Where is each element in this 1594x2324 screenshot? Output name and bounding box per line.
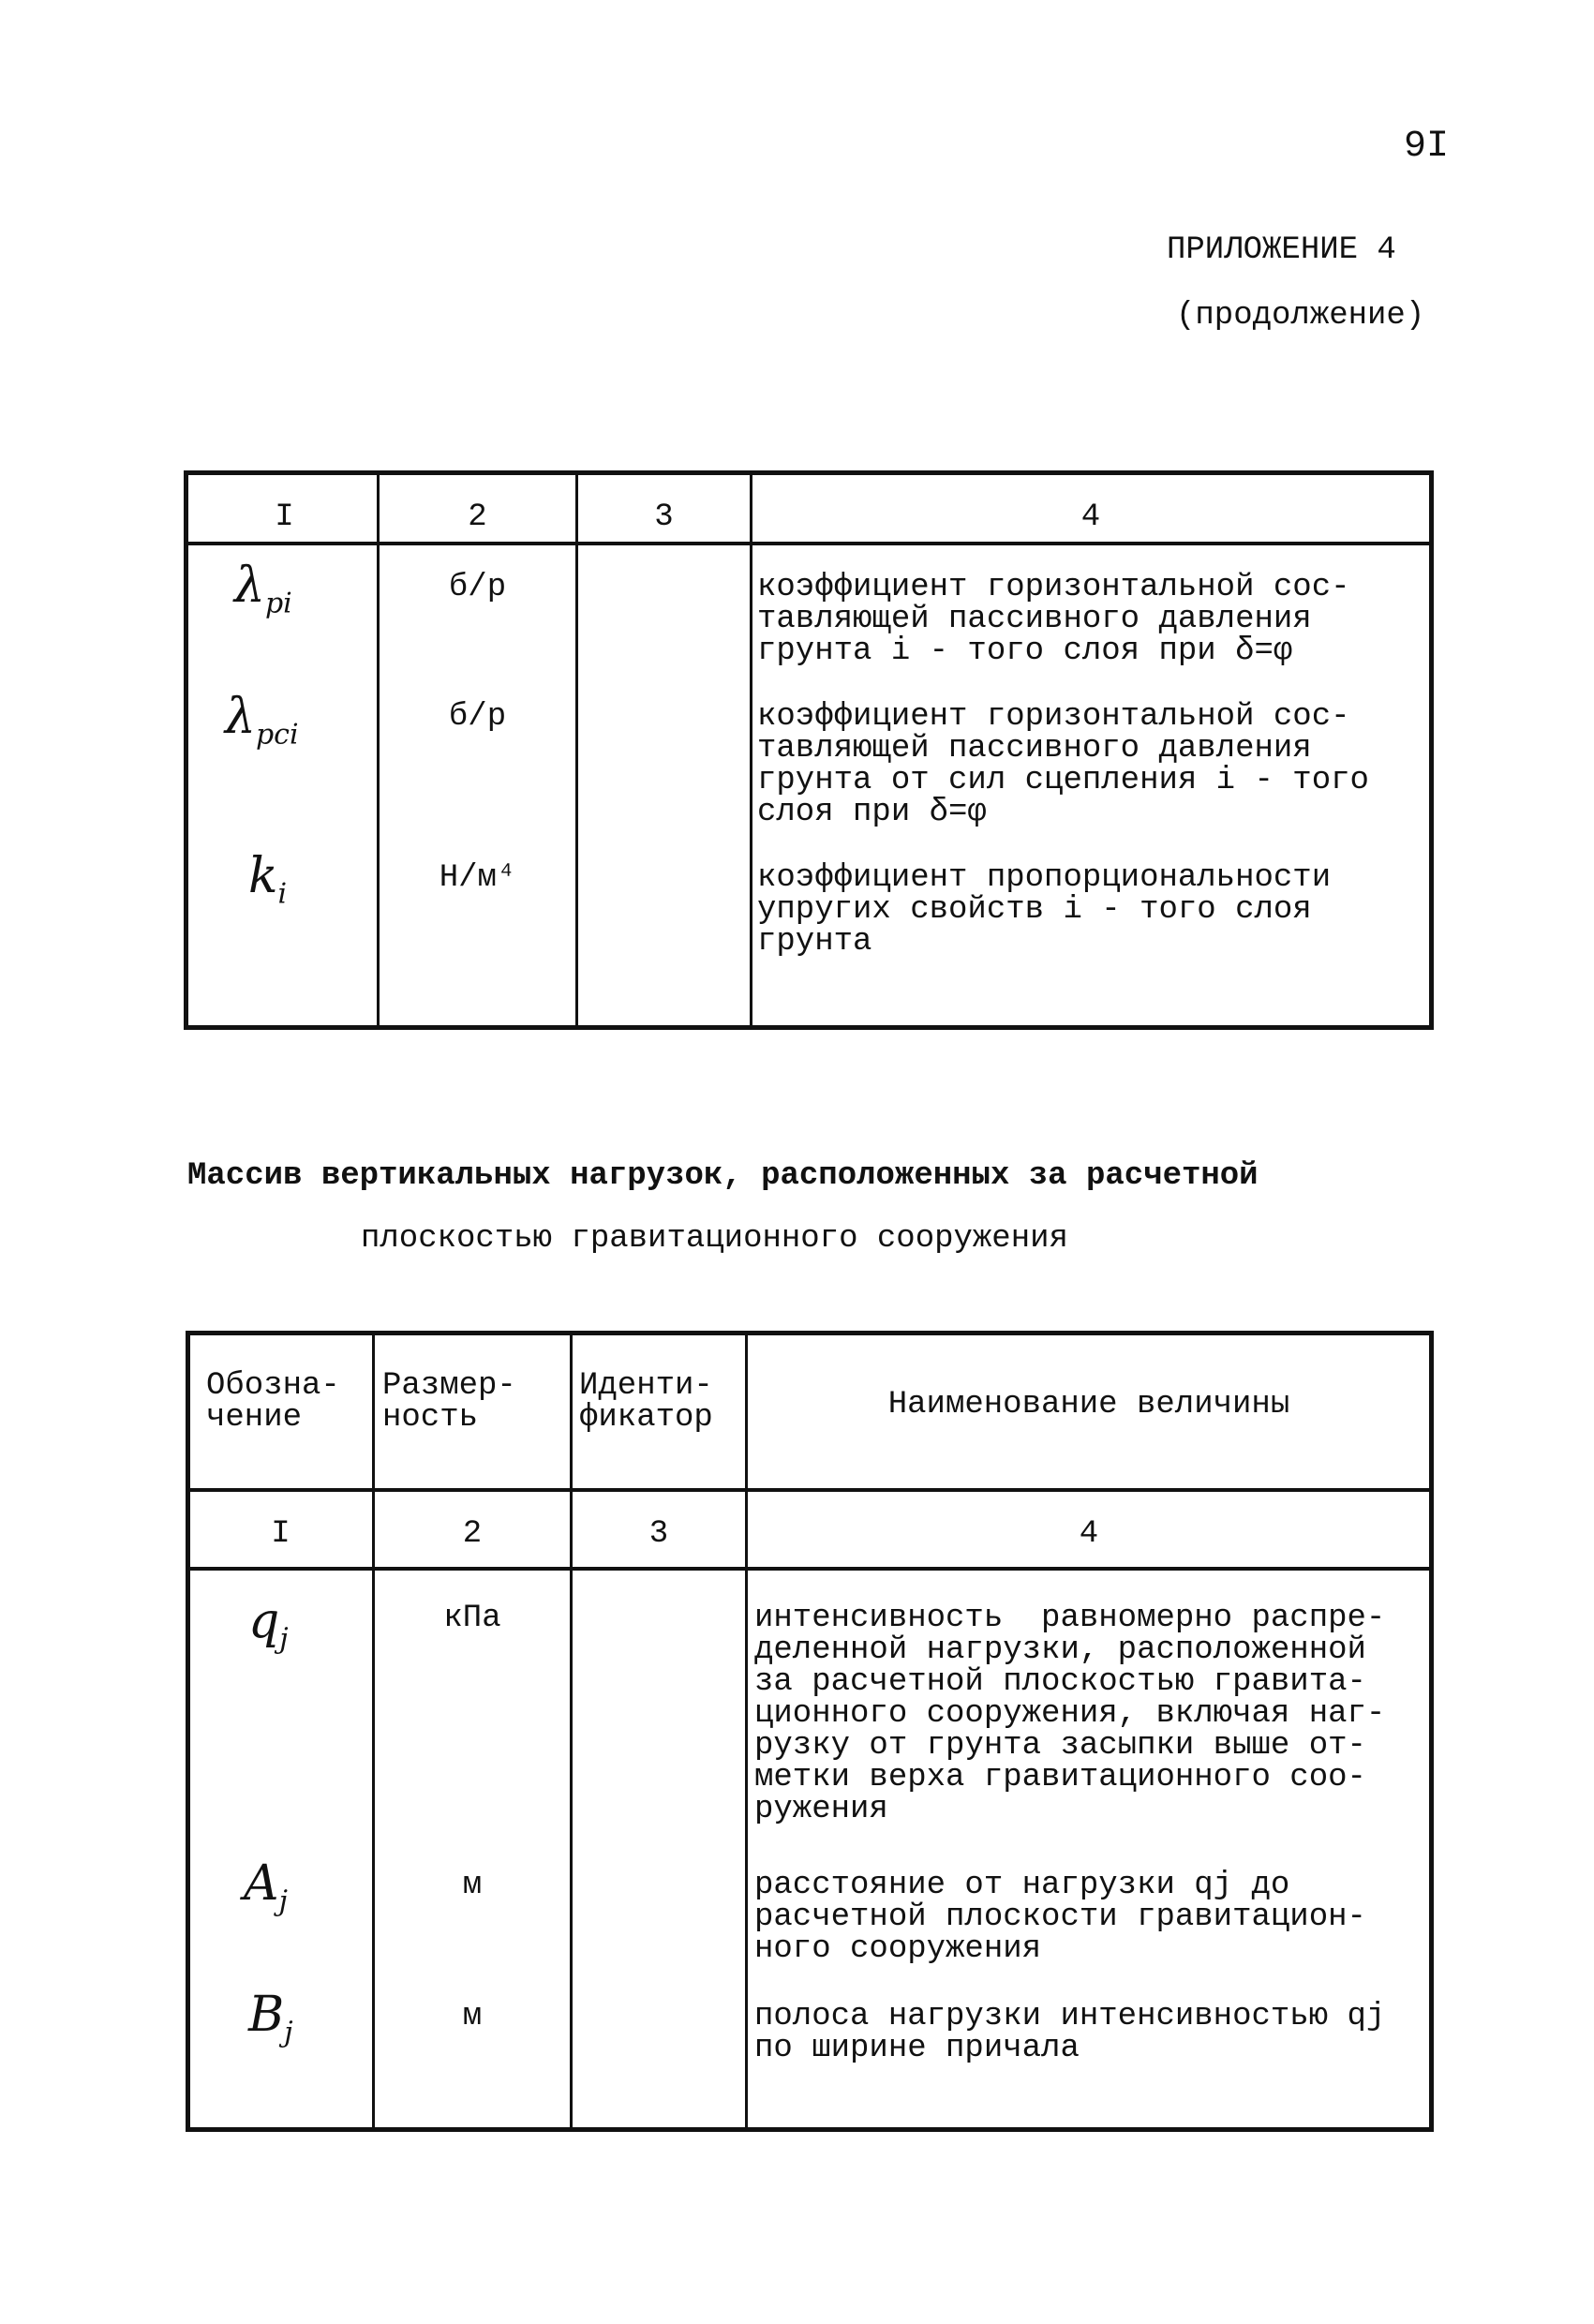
symbol-subscript: j [284, 2016, 293, 2049]
symbol-k-i [248, 848, 287, 910]
column-divider [377, 473, 380, 1028]
header-cell: 4 [1080, 499, 1101, 535]
description-cell: интенсивность равномерно распре- деленной нагрузки, расположенной за расчетной плоскостью гравита- ционного сооружения, включая наг- рузку от грунта засыпки выше от- метки верха гравитационного соо- ружения [754, 1601, 1386, 1827]
column-header-dimension: Размер- ность [382, 1368, 516, 1436]
symbol-letter: A [244, 1855, 279, 1912]
column-divider [750, 473, 752, 1028]
symbol-subscript: j [278, 1885, 288, 1918]
symbol-letter: λ [225, 689, 256, 745]
caption-line-2: плоскостью гравитационного сооружения [361, 1221, 1068, 1257]
unit-cell: Н/м⁴ [439, 860, 516, 896]
row-divider [189, 1488, 1430, 1492]
number-cell: 3 [648, 1516, 669, 1552]
number-cell: I [271, 1516, 290, 1552]
description-cell: коэффициент горизонтальной сос- тавляющей пассивного давления грунта от сил сцепления i - того слоя при δ=φ [757, 699, 1369, 830]
description-cell: полоса нагрузки интенсивностью qj по ширине причала [754, 1999, 1386, 2066]
symbol-b-j [248, 1987, 293, 2048]
header-cell: 2 [468, 499, 487, 535]
symbol-lambda-pci [225, 689, 299, 751]
number-cell: 2 [462, 1516, 483, 1552]
symbol-subscript: j [279, 1622, 289, 1656]
unit-cell: кПа [443, 1601, 501, 1636]
unit-cell: м [462, 1868, 483, 1903]
description-cell: коэффициент пропорциональности упругих свойств i - того слоя грунта [757, 860, 1332, 960]
description-cell: коэффициент горизонтальной сос- тавляющей пассивного давления грунта i - того слоя при δ=φ [757, 570, 1350, 669]
symbol-q-j [248, 1593, 289, 1655]
number-cell: 4 [1079, 1516, 1099, 1552]
symbol-letter: k [248, 848, 278, 904]
symbol-lambda-pi [234, 558, 292, 619]
symbol-a-j [244, 1855, 288, 1917]
column-divider [570, 1334, 573, 2129]
caption-line-1: Массив вертикальных нагрузок, расположенных за расчетной [187, 1158, 1259, 1194]
symbol-subscript: i [277, 877, 288, 911]
row-divider [187, 542, 1430, 545]
appendix-label: ПРИЛОЖЕНИЕ 4 [1167, 232, 1396, 268]
description-cell: расстояние от нагрузки qj до расчетной плоскости гравитацион- ного сооружения [754, 1868, 1366, 1967]
continuation-label: (продолжение) [1176, 298, 1425, 334]
header-cell: 3 [654, 499, 674, 535]
unit-cell: м [462, 1999, 483, 2034]
column-header-designation: Обозна- чение [206, 1368, 340, 1436]
unit-cell: б/р [448, 570, 507, 605]
symbol-letter: λ [234, 558, 265, 614]
symbol-subscript: pi [264, 587, 292, 620]
header-cell: I [275, 499, 294, 535]
column-divider [745, 1334, 748, 2129]
column-header-name: Наименование величины [887, 1387, 1290, 1423]
symbol-letter: q [248, 1593, 280, 1649]
unit-cell: б/р [448, 699, 507, 735]
page-number: 9I [1404, 126, 1450, 168]
symbol-letter: B [248, 1987, 285, 2043]
row-divider [189, 1567, 1430, 1571]
symbol-subscript: pci [255, 718, 299, 752]
column-header-identifier: Иденти- фикатор [579, 1368, 713, 1436]
column-divider [575, 473, 578, 1028]
